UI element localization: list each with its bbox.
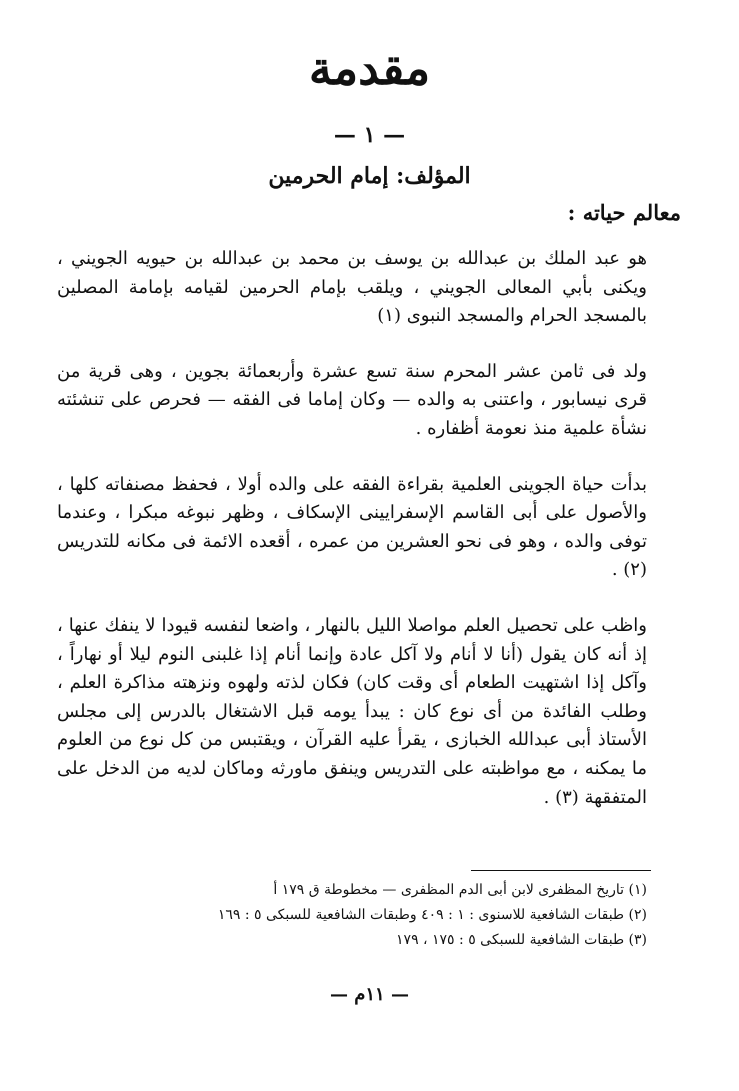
body-text (57, 245, 647, 839)
footnote: (٣) طبقات الشافعية للسبكى ٥ : ١٧٥ ، ١٧٩ (396, 932, 647, 948)
page-number: — ١١م — (329, 984, 410, 1005)
footnote: (١) تاريخ المظفرى لابن أبى الدم المظفرى — مخطوطة ق ١٧٩ أ (273, 882, 647, 898)
paragraph: واظب على تحصيل العلم مواصلا الليل بالنهار ، واضعا لنفسه قيودا لا ينفك عنها ، إذ أنه كان يقول (أنا لا أنام ولا آكل عادة وإنما أنام إذا غلبنى النوم ليلا أو نهاراً ، وآكل إذا اشتهيت الطعام أى وقت كان) فكان لذته ولهوه ونزهته مذاكرة العلم ، وطلب الفائدة من أى نوع كان : يبدأ يومه قبل الاشتغال بالدرس إلى مجلس الأستاذ أبى عبدالله الخبازى ، يقرأ عليه القرآن ، ويقتبس من كل نوع من العلوم ما يمكنه ، مع مواظبته على التدريس وينفق ماورثه وماكان لديه من الدخل على المتفقهة (٣) . (57, 614, 647, 808)
footnotes (57, 878, 647, 953)
paragraph: ولد فى ثامن عشر المحرم سنة تسع عشرة وأربعمائة بجوين ، وهى قرية من قرى نيسابور ، واعتنى به والده — وكان إماما فى الفقه — فحرص على تنشئته نشأة علمية منذ نعومة أظفاره . (57, 360, 647, 439)
subheading: معالم حياته : (567, 200, 681, 225)
footnote: (٢) طبقات الشافعية للاسنوى : ١ : ٤٠٩ وطبقات الشافعية للسبكى ٥ : ١٦٩ (217, 907, 647, 923)
paragraph: هو عبد الملك بن عبدالله بن يوسف بن محمد بن عبدالله بن حيويه الجويني ، ويكنى بأبي المعالى الجويني ، ويلقب بإمام الحرمين لقيامه بإمامة المصلين بالمسجد الحرام والمسجد النبوى (١) (57, 248, 647, 327)
author-heading: المؤلف: إمام الحرمين (268, 163, 471, 189)
page-title: مقدمة (308, 41, 431, 95)
paragraph: بدأت حياة الجوينى العلمية بقراءة الفقه على والده أولا ، فحفظ مصنفاته كلها ، والأصول على أبى القاسم الإسفرايينى الإسكاف ، وظهر نبوغه مبكرا ، وعندما توفى والده ، وهو فى نحو العشرين من عمره ، أقعده الائمة فى مكانه للتدريس (٢) . (57, 473, 647, 581)
section-number: — ١ — (333, 122, 406, 148)
footnote-divider (471, 870, 651, 871)
